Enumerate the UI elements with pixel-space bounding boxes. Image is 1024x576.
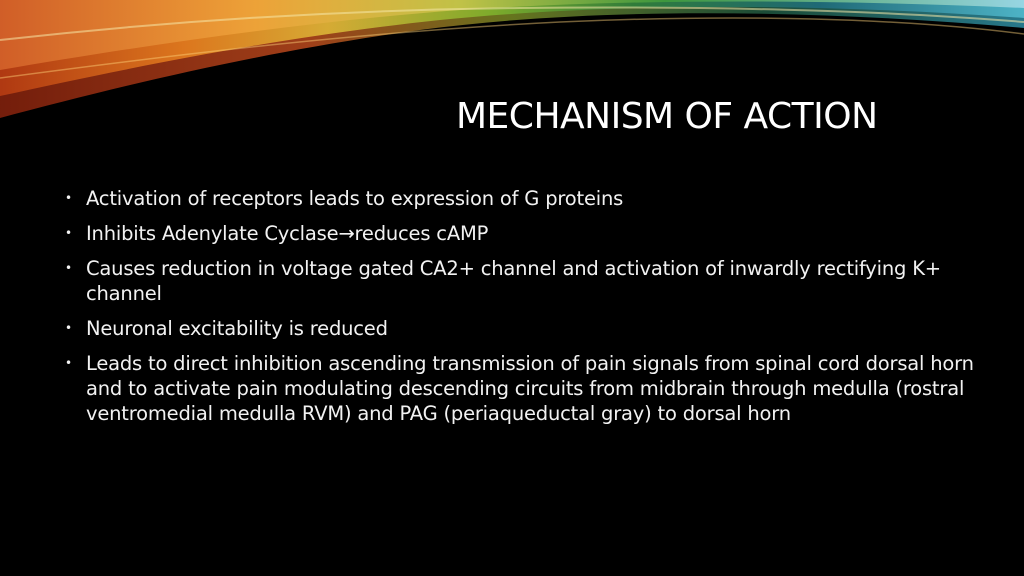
bullet-text: Neuronal excitability is reduced [86, 317, 388, 340]
bullet-item [62, 186, 982, 211]
bullet-list [62, 186, 982, 436]
bullet-text: Leads to direct inhibition ascending transmission of pain signals from spinal cord dorsal horn and to activate pain modulating descending circuits from midbrain through medulla (rostral ventromedial medulla RVM) and PAG (periaqueductal gray) to dorsal horn [86, 352, 974, 425]
bullet-text: Causes reduction in voltage gated CA2+ channel and activation of inwardly rectifying K+ channel [86, 257, 941, 305]
bullet-item [62, 221, 982, 246]
bullet-dot-icon: • [65, 191, 72, 205]
bullet-dot-icon: • [65, 321, 72, 335]
bullet-item [62, 316, 982, 341]
bullet-text: Activation of receptors leads to expression of G proteins [86, 187, 624, 210]
slide-title: MECHANISM OF ACTION [456, 96, 878, 137]
bullet-dot-icon: • [65, 356, 72, 370]
bullet-text: Inhibits Adenylate Cyclase→reduces cAMP [86, 222, 489, 245]
bullet-item [62, 351, 982, 426]
bullet-item [62, 256, 982, 306]
bullet-dot-icon: • [65, 226, 72, 240]
bullet-dot-icon: • [65, 261, 72, 275]
